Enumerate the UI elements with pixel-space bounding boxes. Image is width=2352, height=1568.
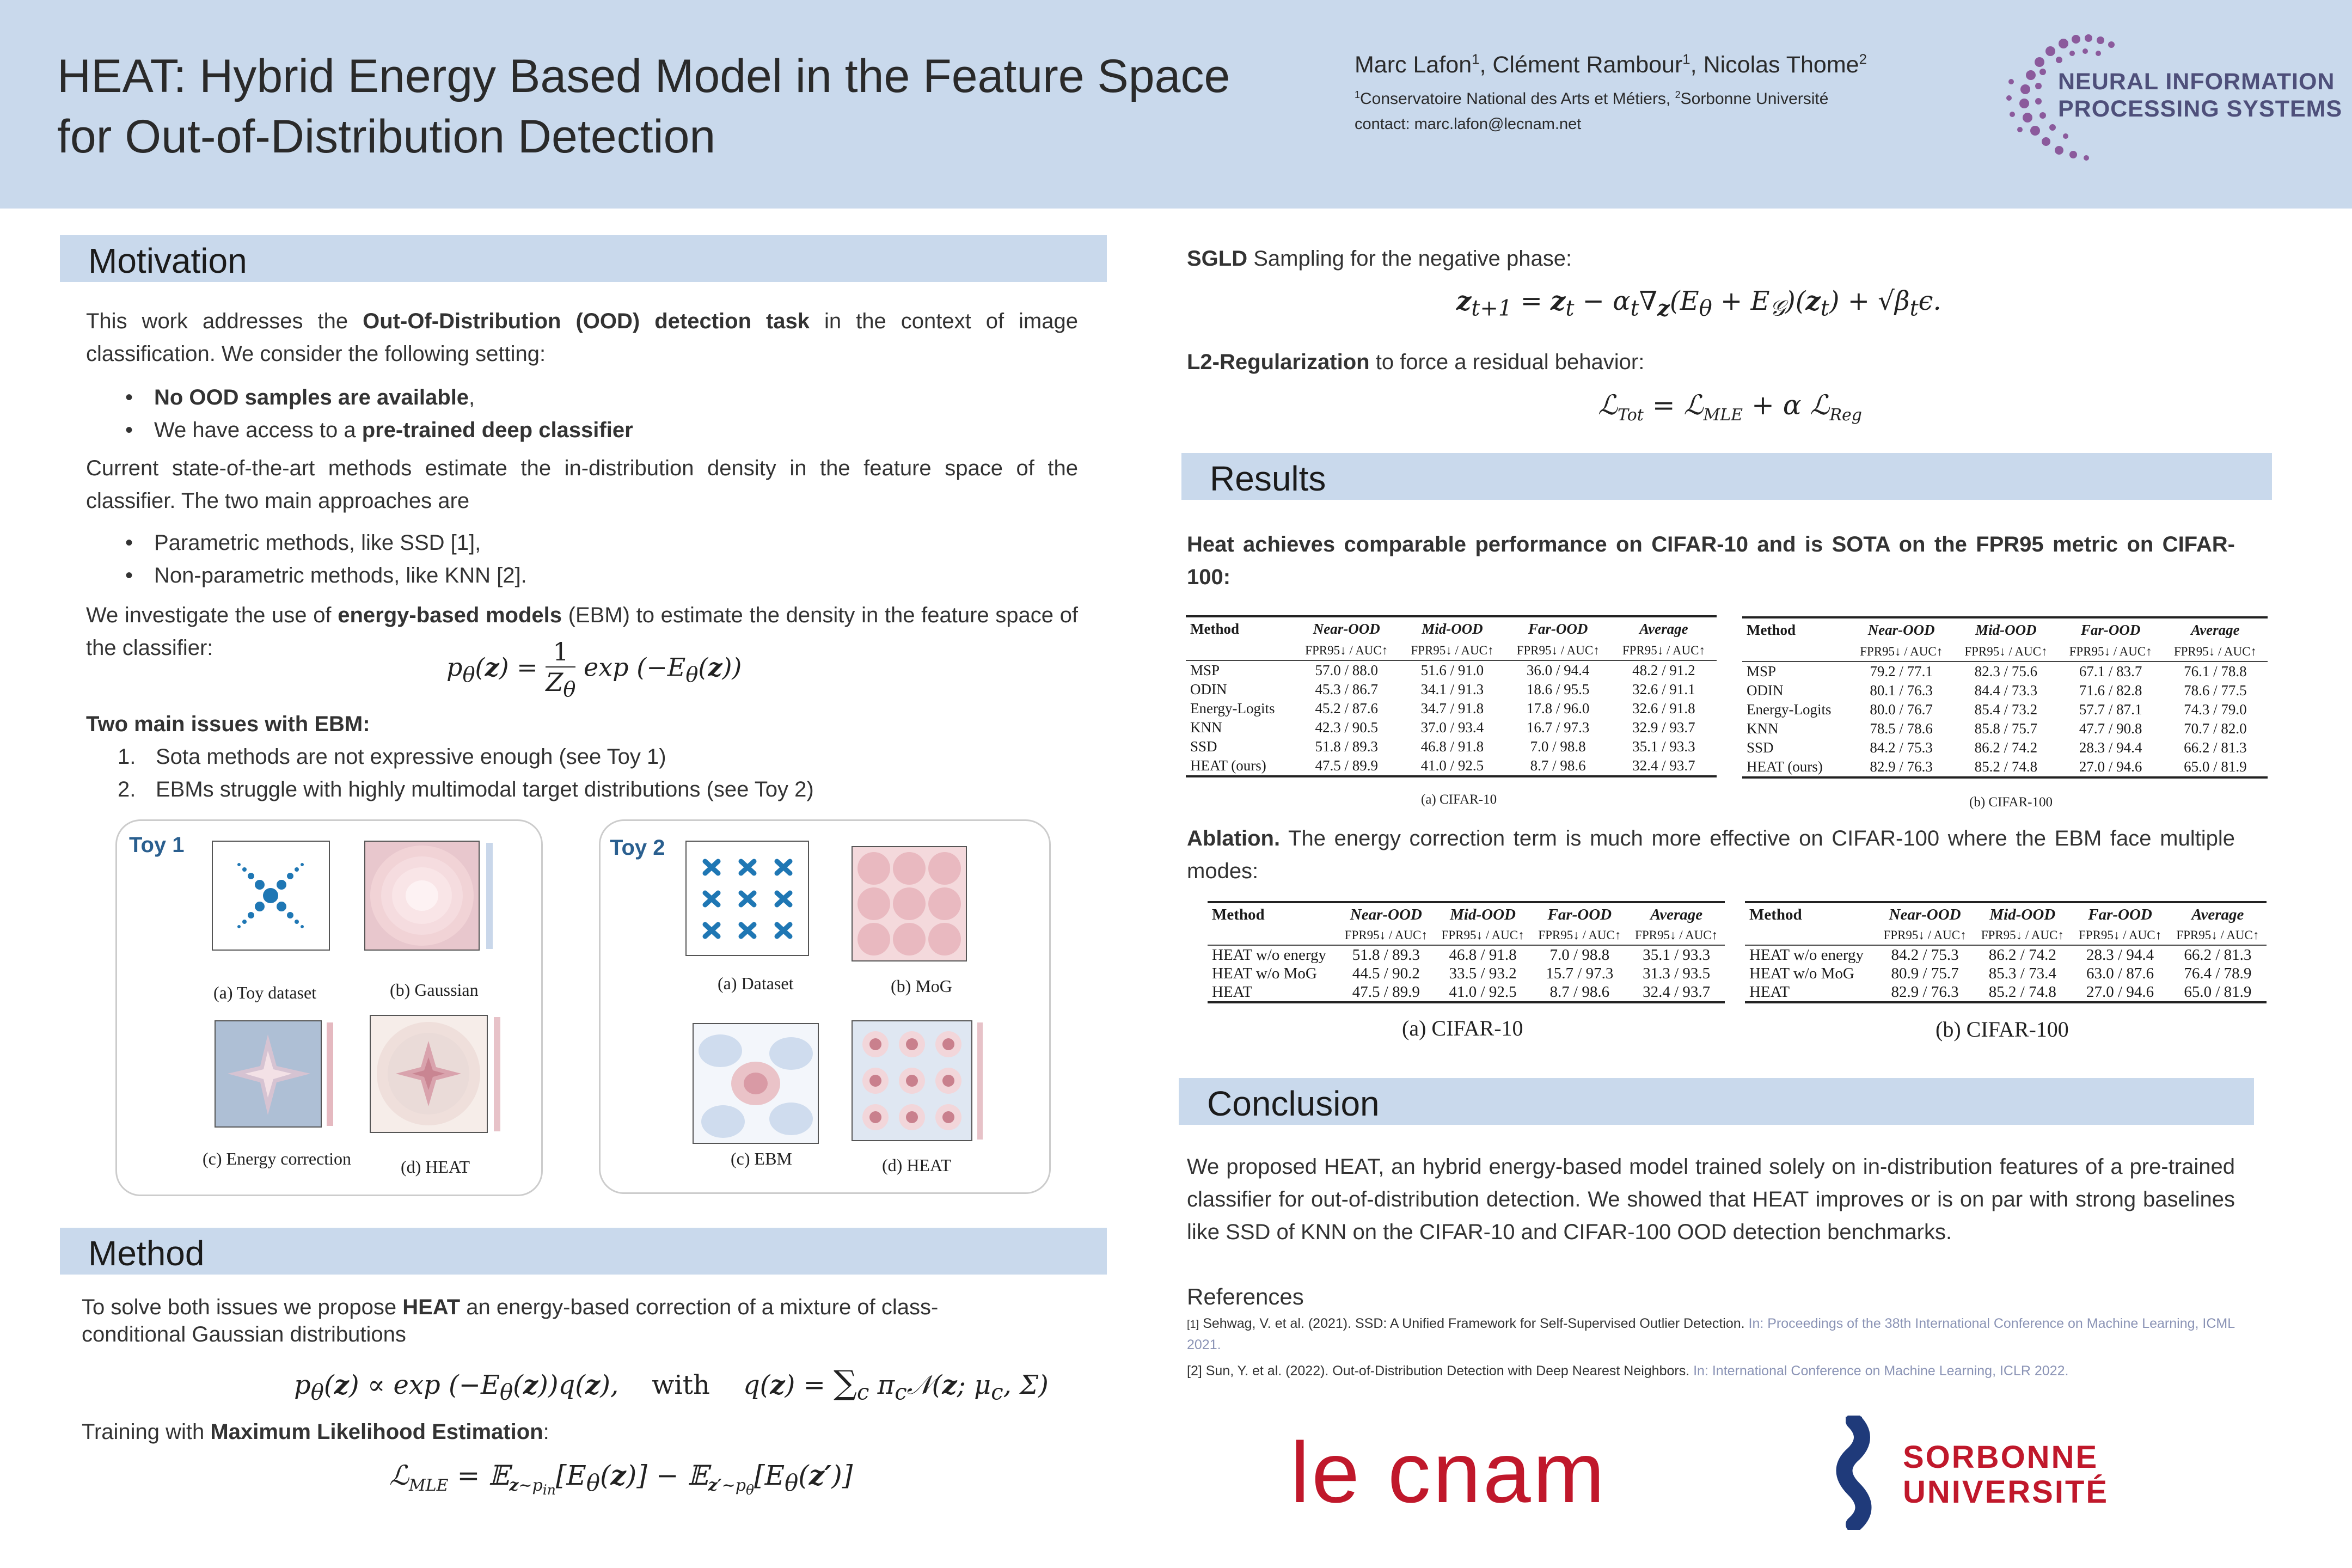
toy1-label: Toy 1 — [129, 833, 185, 857]
table-cell: ODIN — [1190, 681, 1227, 697]
cifar100-caption: (b) CIFAR-100 — [1969, 795, 2053, 810]
toy2-dataset-plot — [683, 838, 814, 961]
metric-label: FPR95↓ / AUC↑ — [1411, 644, 1494, 657]
table-cell: 47.7 / 90.8 — [2079, 720, 2142, 737]
cifar10-caption: (a) CIFAR-10 — [1421, 792, 1497, 807]
table-cell: 51.6 / 91.0 — [1420, 662, 1484, 678]
table-header: Method — [1747, 622, 1796, 638]
table-cell: 7.0 / 98.8 — [1549, 946, 1610, 964]
method-intro: To solve both issues we propose HEAT an energy-based correction of a mixture of class-conditional Gaussian distributions — [82, 1295, 939, 1346]
table-row — [1742, 661, 2268, 681]
table-cell: 63.0 / 87.6 — [2086, 965, 2154, 982]
table-row — [1186, 680, 1717, 699]
table-cell: 7.0 / 98.8 — [1530, 738, 1586, 755]
table-cell: 41.0 / 92.5 — [1449, 983, 1517, 1001]
list-item: • No OOD samples are available, — [86, 381, 1066, 414]
metric-label: FPR95↓ / AUC↑ — [1344, 928, 1428, 942]
mog-plot — [849, 844, 980, 966]
table-cell: 34.1 / 91.3 — [1420, 681, 1484, 697]
table-cell: 45.3 / 86.7 — [1315, 681, 1378, 697]
metric-label: FPR95↓ / AUC↑ — [2069, 645, 2152, 658]
table-cell: 33.5 / 93.2 — [1449, 965, 1517, 982]
table-row — [1742, 757, 2268, 777]
table-cell: HEAT (ours) — [1190, 757, 1266, 774]
table-cell: 85.3 / 73.4 — [1988, 965, 2056, 982]
table-header: Near-OOD — [1350, 906, 1422, 923]
heat-toy2-plot — [849, 1018, 985, 1146]
table-cell: 27.0 / 94.6 — [2086, 983, 2154, 1001]
table-cell: 67.1 / 83.7 — [2079, 663, 2142, 679]
table-header: Mid-OOD — [1450, 906, 1516, 923]
metric-label: FPR95↓ / AUC↑ — [1860, 645, 1943, 658]
table-header: Mid-OOD — [1989, 906, 2056, 923]
table-cell: 32.6 / 91.1 — [1632, 681, 1695, 697]
table-cell: 8.7 / 98.6 — [1549, 983, 1610, 1001]
metric-label: FPR95↓ / AUC↑ — [1964, 645, 2048, 658]
table-cell: HEAT w/o energy — [1749, 946, 1864, 964]
toy1-caption-d: (d) HEAT — [401, 1157, 470, 1177]
table-cell: Energy-Logits — [1190, 700, 1275, 716]
table-row — [1208, 964, 1725, 983]
table-header: Far-OOD — [2080, 622, 2141, 638]
cifar100-results-table — [1742, 616, 2268, 779]
mle-intro: Training with Maximum Likelihood Estimation: — [82, 1420, 549, 1444]
ablation-cifar100-caption: (b) CIFAR-100 — [1935, 1017, 2069, 1042]
table-cell: 74.3 / 79.0 — [2184, 701, 2247, 718]
results-heading: Results — [1181, 453, 2272, 500]
metric-label: FPR95↓ / AUC↑ — [1981, 928, 2064, 942]
table-cell: Energy-Logits — [1747, 701, 1832, 718]
sorbonne-wordmark: SORBONNE UNIVERSITÉ — [1903, 1440, 2109, 1510]
table-cell: 82.9 / 76.3 — [1891, 983, 1959, 1001]
table-cell: 8.7 / 98.6 — [1530, 757, 1586, 774]
table-header: Far-OOD — [2088, 906, 2152, 923]
table-row — [1745, 945, 2267, 964]
toy2-label: Toy 2 — [610, 836, 665, 860]
table-cell: 28.3 / 94.4 — [2079, 739, 2142, 756]
toy2-caption-d: (d) HEAT — [882, 1155, 952, 1175]
table-cell: KNN — [1747, 720, 1779, 737]
heat-toy1-plot — [367, 1013, 509, 1138]
table-cell: 16.7 / 97.3 — [1526, 719, 1590, 736]
density-equation: $p_\theta(z)$ = $\frac{1}{Z_\theta}$ $\exp (-E_\theta(z))$ — [446, 637, 742, 702]
table-cell: 65.0 / 81.9 — [2184, 983, 2252, 1001]
table-row — [1745, 983, 2267, 1002]
list-item: 1. Sota methods are not expressive enough (see Toy 1) — [118, 745, 666, 769]
neurips-wordmark: NEURAL INFORMATION PROCESSING SYSTEMS — [2058, 69, 2343, 122]
mle-loss-equation: ℒ$_{MLE}$ = $𝔼_{z\sim p_{in}}[E_\theta(z)]$ − $𝔼_{z'\sim p_\theta}[E_\theta(z')]$ — [389, 1459, 853, 1498]
table-cell: 85.4 / 73.2 — [1974, 701, 2038, 718]
table-cell: 82.9 / 76.3 — [1870, 758, 1933, 775]
table-cell: 32.6 / 91.8 — [1632, 700, 1695, 716]
table-cell: 65.0 / 81.9 — [2184, 758, 2247, 775]
table-cell: 42.3 / 90.5 — [1315, 719, 1378, 736]
approach-list — [86, 526, 1066, 592]
table-row — [1742, 738, 2268, 757]
table-cell: 84.2 / 75.3 — [1891, 946, 1959, 964]
toy2-caption-b: (b) MoG — [891, 976, 952, 996]
table-cell: 78.5 / 78.6 — [1870, 720, 1933, 737]
table-cell: 48.2 / 91.2 — [1632, 662, 1695, 678]
metric-label: FPR95↓ / AUC↑ — [1516, 644, 1600, 657]
table-cell: 31.3 / 93.5 — [1643, 965, 1711, 982]
table-cell: 66.2 / 81.3 — [2184, 739, 2247, 756]
table-cell: 76.1 / 78.8 — [2184, 663, 2247, 679]
ablation-text: Ablation. The energy correction term is much more effective on CIFAR-100 where the EBM face multiple modes: — [1187, 826, 2235, 883]
table-header: Method — [1190, 621, 1239, 637]
table-header: Method — [1212, 906, 1265, 923]
metric-label: FPR95↓ / AUC↑ — [1538, 928, 1621, 942]
table-row — [1745, 964, 2267, 983]
table-cell: HEAT — [1212, 983, 1253, 1001]
table-cell: 32.4 / 93.7 — [1632, 757, 1695, 774]
table-cell: 18.6 / 95.5 — [1526, 681, 1590, 697]
table-cell: 47.5 / 89.9 — [1352, 983, 1420, 1001]
contact-email: contact: marc.lafon@lecnam.net — [1355, 115, 1582, 133]
list-item: • Parametric methods, like SSD [1], — [86, 526, 1066, 559]
table-cell: 70.7 / 82.0 — [2184, 720, 2247, 737]
table-cell: HEAT (ours) — [1747, 758, 1823, 775]
sgld-equation: $z_{t+1} = z_t - \alpha_t\nabla_z(E_\theta + E_𝒢)(z_t) + √\beta_t\epsilon$. — [1456, 286, 1941, 321]
table-cell: 79.2 / 77.1 — [1870, 663, 1933, 679]
table-cell: 80.0 / 76.7 — [1870, 701, 1933, 718]
table-cell: 47.5 / 89.9 — [1315, 757, 1378, 774]
ablation-cifar100-table — [1745, 901, 2267, 1003]
table-header: Average — [1639, 621, 1688, 637]
ablation-cifar10-caption: (a) CIFAR-10 — [1402, 1016, 1523, 1040]
sgld-intro: SGLD Sampling for the negative phase: — [1187, 247, 1572, 271]
list-item: • We have access to a pre-trained deep classifier — [86, 414, 1066, 446]
table-cell: 41.0 / 92.5 — [1420, 757, 1484, 774]
table-row — [1742, 681, 2268, 700]
table-cell: 80.9 / 75.7 — [1891, 965, 1959, 982]
issues-title: Two main issues with EBM: — [86, 712, 370, 736]
table-header: Average — [2191, 622, 2240, 638]
list-item: 2. EBMs struggle with highly multimodal target distributions (see Toy 2) — [118, 777, 814, 801]
ablation-cifar10-table — [1208, 901, 1725, 1003]
table-cell: 32.4 / 93.7 — [1643, 983, 1711, 1001]
table-cell: 85.8 / 75.7 — [1974, 720, 2038, 737]
table-cell: 76.4 / 78.9 — [2184, 965, 2252, 982]
ebm-plot — [690, 1021, 824, 1149]
toy2-caption-a: (a) Dataset — [718, 973, 794, 993]
issues-list — [86, 740, 1066, 806]
motivation-heading: Motivation — [60, 235, 1107, 282]
table-header: Method — [1749, 906, 1802, 923]
motivation-intro: This work addresses the Out-Of-Distribution (OOD) detection task in the context of image classification. We consider the following setting: — [86, 309, 1078, 366]
setting-list — [86, 381, 1066, 446]
sorbonne-emblem-icon — [1821, 1416, 1889, 1530]
table-cell: 85.2 / 74.8 — [1988, 983, 2056, 1001]
table-header: Average — [2191, 906, 2244, 923]
metric-label: FPR95↓ / AUC↑ — [1883, 928, 1967, 942]
table-cell: 28.3 / 94.4 — [2086, 946, 2154, 964]
table-header: Near-OOD — [1867, 622, 1935, 638]
table-cell: 15.7 / 97.3 — [1546, 965, 1614, 982]
table-cell: 51.8 / 89.3 — [1315, 738, 1378, 755]
table-cell: 45.2 / 87.6 — [1315, 700, 1378, 716]
table-row — [1742, 700, 2268, 719]
table-cell: 82.3 / 75.6 — [1974, 663, 2038, 679]
table-row — [1186, 756, 1717, 776]
metric-label: FPR95↓ / AUC↑ — [1441, 928, 1524, 942]
toy1-caption-b: (b) Gaussian — [390, 980, 479, 1000]
table-cell: MSP — [1190, 662, 1220, 678]
table-header: Near-OOD — [1889, 906, 1961, 923]
table-cell: HEAT w/o energy — [1212, 946, 1326, 964]
toy2-caption-c: (c) EBM — [731, 1149, 792, 1168]
table-row — [1742, 719, 2268, 738]
list-item: • Non-parametric methods, like KNN [2]. — [86, 559, 1066, 592]
table-row — [1186, 737, 1717, 756]
table-cell: 84.2 / 75.3 — [1870, 739, 1933, 756]
table-cell: 32.9 / 93.7 — [1632, 719, 1695, 736]
table-header: Mid-OOD — [1422, 621, 1483, 637]
poster-title: HEAT: Hybrid Energy Based Model in the Feature Space for Out-of-Distribution Detection — [57, 50, 1230, 163]
table-cell: SSD — [1190, 738, 1217, 755]
table-cell: KNN — [1190, 719, 1222, 736]
metric-label: FPR95↓ / AUC↑ — [1635, 928, 1718, 942]
table-row — [1186, 718, 1717, 737]
affiliations: $^1$Conservatoire National des Arts et Métiers, $^2$Sorbonne Université — [1355, 89, 1829, 108]
table-cell: HEAT w/o MoG — [1212, 965, 1317, 982]
table-cell: 27.0 / 94.6 — [2079, 758, 2142, 775]
motivation-approaches: Current state-of-the-art methods estimate the in-distribution density in the feature space of the classifier. The two main approaches are — [86, 456, 1078, 513]
metric-label: FPR95↓ / AUC↑ — [2173, 645, 2257, 658]
table-cell: 78.6 / 77.5 — [2184, 682, 2247, 699]
conclusion-text: We proposed HEAT, an hybrid energy-based model trained solely on in-distribution features of a pre-trained classifier for out-of-distribution detection. We showed that HEAT improves or is on par with strong baselines like SSD of KNN on the CIFAR-10 and CIFAR-100 OOD detection benchmarks. — [1187, 1155, 2235, 1244]
table-cell: 86.2 / 74.2 — [1988, 946, 2056, 964]
cifar10-results-table — [1186, 615, 1717, 777]
table-row — [1208, 945, 1725, 964]
total-loss-equation: ℒ$_{Tot}$ = ℒ$_{MLE}$ + α ℒ$_{Reg}$ — [1598, 389, 1862, 425]
table-cell: 51.8 / 89.3 — [1352, 946, 1420, 964]
table-header: Near-OOD — [1313, 621, 1380, 637]
table-cell: 35.1 / 93.3 — [1643, 946, 1711, 964]
table-cell: 34.7 / 91.8 — [1420, 700, 1484, 716]
references-heading: References — [1187, 1284, 1304, 1309]
table-cell: 37.0 / 93.4 — [1420, 719, 1484, 736]
toy1-caption-c: (c) Energy correction — [203, 1149, 352, 1168]
results-intro: Heat achieves comparable performance on CIFAR-10 and is SOTA on the FPR95 metric on CIFAR-100: — [1187, 532, 2235, 589]
metric-label: FPR95↓ / AUC↑ — [2079, 928, 2162, 942]
table-cell: 46.8 / 91.8 — [1449, 946, 1517, 964]
metric-label: FPR95↓ / AUC↑ — [1622, 644, 1705, 657]
table-cell: 66.2 / 81.3 — [2184, 946, 2252, 964]
metric-label: FPR95↓ / AUC↑ — [2176, 928, 2259, 942]
gaussian-plot — [362, 838, 504, 958]
table-cell: 86.2 / 74.2 — [1974, 739, 2038, 756]
table-header: Average — [1650, 906, 1703, 923]
table-header: Far-OOD — [1528, 621, 1588, 637]
method-heading: Method — [60, 1228, 1107, 1275]
table-header: Mid-OOD — [1975, 622, 2037, 638]
table-cell: 17.8 / 96.0 — [1526, 700, 1590, 716]
table-cell: 80.1 / 76.3 — [1870, 682, 1933, 699]
table-cell: 57.0 / 88.0 — [1315, 662, 1378, 678]
table-cell: 57.7 / 87.1 — [2079, 701, 2142, 718]
l2-intro: L2-Regularization to force a residual behavior: — [1187, 350, 1645, 374]
table-cell: 44.5 / 90.2 — [1352, 965, 1420, 982]
reference-1: [1] Sehwag, V. et al. (2021). SSD: A Unified Framework for Self-Supervised Outlier Detection. In: Proceedings of the 38th International Conference on Machine Learning, ICML 2021. — [1187, 1316, 2235, 1352]
toy-dataset-plot — [210, 838, 335, 958]
table-row — [1186, 660, 1717, 680]
conclusion-heading: Conclusion — [1179, 1078, 2254, 1125]
table-cell: 36.0 / 94.4 — [1526, 662, 1590, 678]
table-row — [1208, 983, 1725, 1002]
table-header: Far-OOD — [1547, 906, 1612, 923]
table-cell: 85.2 / 74.8 — [1974, 758, 2038, 775]
reference-2: [2] Sun, Y. et al. (2022). Out-of-Distribution Detection with Deep Nearest Neighbors. In: International Conference on Machine Learning, ICLR 2022. — [1187, 1363, 2069, 1379]
table-cell: SSD — [1747, 739, 1774, 756]
table-row — [1186, 699, 1717, 718]
table-cell: HEAT w/o MoG — [1749, 965, 1854, 982]
energy-correction-plot — [212, 1018, 338, 1138]
metric-label: FPR95↓ / AUC↑ — [1305, 644, 1388, 657]
table-cell: ODIN — [1747, 682, 1784, 699]
table-cell: HEAT — [1749, 983, 1790, 1001]
lecnam-logo: le cnam — [1290, 1425, 1607, 1521]
table-cell: MSP — [1747, 663, 1777, 679]
table-cell: 71.6 / 82.8 — [2079, 682, 2142, 699]
toy1-caption-a: (a) Toy dataset — [213, 983, 317, 1002]
author-list: Marc Lafon$^1$, Clément Rambour$^1$, Nicolas Thome$^2$ — [1355, 52, 1867, 78]
motivation-ebm: We investigate the use of energy-based models (EBM) to estimate the density in the feature space of the classifier: — [86, 603, 1079, 660]
table-cell: 84.4 / 73.3 — [1974, 682, 2038, 699]
header-banner — [0, 0, 2352, 209]
heat-density-equation: $p_\theta(z) \propto \exp (-E_\theta(z))q(z)$, with $q(z) = \sum_c$ $\pi_c𝒩(z$; $\mu_c$, Σ) — [294, 1364, 1049, 1405]
table-cell: 35.1 / 93.3 — [1632, 738, 1695, 755]
table-cell: 46.8 / 91.8 — [1420, 738, 1484, 755]
